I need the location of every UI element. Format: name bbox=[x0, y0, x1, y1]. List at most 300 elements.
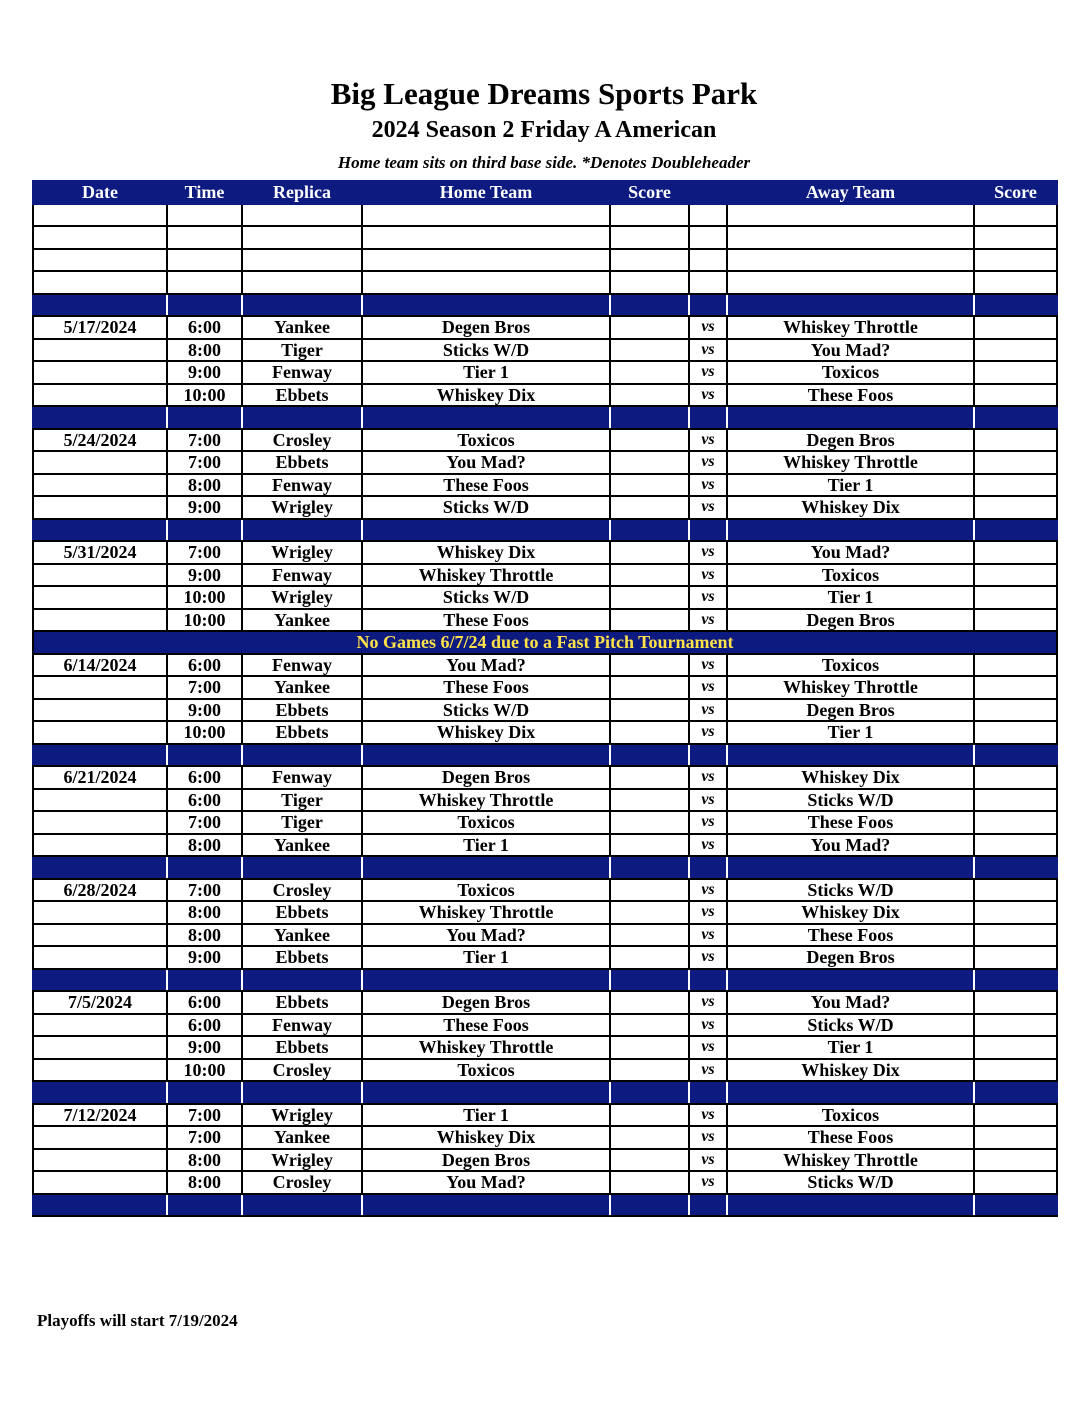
away-team-cell: Whiskey Dix bbox=[727, 766, 974, 789]
away-score-cell bbox=[974, 316, 1057, 339]
replica-cell: Yankee bbox=[242, 676, 362, 699]
time-cell: 9:00 bbox=[167, 699, 242, 722]
time-cell: 6:00 bbox=[167, 789, 242, 812]
replica-cell: Yankee bbox=[242, 924, 362, 947]
home-team-cell: Degen Bros bbox=[362, 316, 610, 339]
separator-cell bbox=[727, 519, 974, 542]
home-score-cell bbox=[610, 901, 689, 924]
home-team-cell: Degen Bros bbox=[362, 766, 610, 789]
date-cell bbox=[33, 901, 167, 924]
date-cell bbox=[33, 474, 167, 497]
vs-cell: vs bbox=[689, 384, 727, 407]
replica-cell: Fenway bbox=[242, 564, 362, 587]
separator-cell bbox=[610, 1081, 689, 1104]
game-row bbox=[33, 541, 1057, 564]
time-cell: 6:00 bbox=[167, 1014, 242, 1037]
replica-cell: Fenway bbox=[242, 654, 362, 677]
separator-cell bbox=[727, 294, 974, 317]
blank-row bbox=[33, 271, 1057, 294]
date-cell bbox=[33, 721, 167, 744]
separator-cell bbox=[689, 519, 727, 542]
game-row bbox=[33, 586, 1057, 609]
game-row bbox=[33, 811, 1057, 834]
separator-cell bbox=[242, 856, 362, 879]
playoffs-note: Playoffs will start 7/19/2024 bbox=[37, 1311, 238, 1330]
away-score-cell bbox=[974, 1171, 1057, 1194]
game-row bbox=[33, 991, 1057, 1014]
home-team-cell: Whiskey Throttle bbox=[362, 1036, 610, 1059]
away-score-cell bbox=[974, 924, 1057, 947]
time-cell: 9:00 bbox=[167, 564, 242, 587]
separator-cell bbox=[33, 1194, 167, 1217]
vs-cell: vs bbox=[689, 1104, 727, 1127]
replica-cell: Ebbets bbox=[242, 991, 362, 1014]
game-row bbox=[33, 1036, 1057, 1059]
header-away-team: Away Team bbox=[727, 181, 974, 204]
home-score-cell bbox=[610, 924, 689, 947]
away-score-cell bbox=[974, 496, 1057, 519]
away-score-cell bbox=[974, 789, 1057, 812]
separator-cell bbox=[167, 856, 242, 879]
home-team-cell: Tier 1 bbox=[362, 834, 610, 857]
away-score-cell bbox=[974, 1126, 1057, 1149]
time-cell: 9:00 bbox=[167, 946, 242, 969]
replica-cell bbox=[242, 249, 362, 272]
vs-cell: vs bbox=[689, 339, 727, 362]
separator-cell bbox=[167, 969, 242, 992]
date-cell bbox=[33, 789, 167, 812]
time-cell: 7:00 bbox=[167, 676, 242, 699]
replica-cell: Wrigley bbox=[242, 496, 362, 519]
replica-cell: Tiger bbox=[242, 789, 362, 812]
date-cell bbox=[33, 249, 167, 272]
game-row bbox=[33, 924, 1057, 947]
date-cell: 7/5/2024 bbox=[33, 991, 167, 1014]
replica-cell: Ebbets bbox=[242, 451, 362, 474]
replica-cell bbox=[242, 271, 362, 294]
home-score-cell bbox=[610, 991, 689, 1014]
away-team-cell: Toxicos bbox=[727, 654, 974, 677]
separator-cell bbox=[610, 969, 689, 992]
away-score-cell bbox=[974, 654, 1057, 677]
date-cell bbox=[33, 339, 167, 362]
away-team-cell: You Mad? bbox=[727, 991, 974, 1014]
separator-cell bbox=[974, 406, 1057, 429]
week-separator bbox=[33, 856, 1057, 879]
home-score-cell bbox=[610, 1149, 689, 1172]
away-team-cell: You Mad? bbox=[727, 339, 974, 362]
date-cell bbox=[33, 1014, 167, 1037]
notice-row bbox=[33, 631, 1057, 654]
home-score-cell bbox=[610, 1104, 689, 1127]
vs-cell: vs bbox=[689, 1171, 727, 1194]
separator-cell bbox=[33, 969, 167, 992]
replica-cell: Wrigley bbox=[242, 541, 362, 564]
replica-cell: Yankee bbox=[242, 609, 362, 632]
vs-cell: vs bbox=[689, 474, 727, 497]
separator-cell bbox=[242, 406, 362, 429]
away-score-cell bbox=[974, 991, 1057, 1014]
away-team-cell: Tier 1 bbox=[727, 1036, 974, 1059]
week-separator bbox=[33, 969, 1057, 992]
away-score-cell bbox=[974, 1104, 1057, 1127]
date-cell: 6/28/2024 bbox=[33, 879, 167, 902]
vs-cell: vs bbox=[689, 991, 727, 1014]
separator-cell bbox=[362, 1194, 610, 1217]
replica-cell: Ebbets bbox=[242, 384, 362, 407]
home-team-cell bbox=[362, 271, 610, 294]
separator-cell bbox=[242, 294, 362, 317]
vs-cell: vs bbox=[689, 541, 727, 564]
away-score-cell bbox=[974, 1036, 1057, 1059]
away-score-cell bbox=[974, 586, 1057, 609]
date-cell: 7/12/2024 bbox=[33, 1104, 167, 1127]
header-away-score: Score bbox=[974, 181, 1057, 204]
time-cell: 9:00 bbox=[167, 496, 242, 519]
date-cell bbox=[33, 204, 167, 227]
away-score-cell bbox=[974, 339, 1057, 362]
vs-cell bbox=[689, 249, 727, 272]
date-cell: 6/14/2024 bbox=[33, 654, 167, 677]
separator-cell bbox=[33, 856, 167, 879]
blank-row bbox=[33, 249, 1057, 272]
away-team-cell: Toxicos bbox=[727, 564, 974, 587]
time-cell: 7:00 bbox=[167, 451, 242, 474]
game-row bbox=[33, 339, 1057, 362]
away-team-cell: Sticks W/D bbox=[727, 1171, 974, 1194]
home-score-cell bbox=[610, 271, 689, 294]
separator-cell bbox=[362, 519, 610, 542]
game-row bbox=[33, 1059, 1057, 1082]
date-cell bbox=[33, 586, 167, 609]
home-score-cell bbox=[610, 1126, 689, 1149]
time-cell bbox=[167, 271, 242, 294]
away-score-cell bbox=[974, 834, 1057, 857]
away-team-cell: These Foos bbox=[727, 924, 974, 947]
replica-cell: Crosley bbox=[242, 1171, 362, 1194]
away-score-cell bbox=[974, 1059, 1057, 1082]
date-cell bbox=[33, 1036, 167, 1059]
date-cell bbox=[33, 1149, 167, 1172]
vs-cell bbox=[689, 204, 727, 227]
time-cell: 10:00 bbox=[167, 586, 242, 609]
away-team-cell bbox=[727, 204, 974, 227]
home-team-cell: Degen Bros bbox=[362, 991, 610, 1014]
separator-cell bbox=[689, 1081, 727, 1104]
home-score-cell bbox=[610, 1014, 689, 1037]
date-cell bbox=[33, 226, 167, 249]
away-team-cell: Sticks W/D bbox=[727, 1014, 974, 1037]
away-score-cell bbox=[974, 249, 1057, 272]
replica-cell: Ebbets bbox=[242, 721, 362, 744]
game-row bbox=[33, 496, 1057, 519]
away-team-cell: Whiskey Dix bbox=[727, 901, 974, 924]
home-team-cell: Degen Bros bbox=[362, 1149, 610, 1172]
home-score-cell bbox=[610, 496, 689, 519]
away-team-cell: Tier 1 bbox=[727, 474, 974, 497]
game-row bbox=[33, 879, 1057, 902]
home-team-cell: You Mad? bbox=[362, 924, 610, 947]
vs-cell: vs bbox=[689, 564, 727, 587]
separator-cell bbox=[242, 519, 362, 542]
week-separator bbox=[33, 1081, 1057, 1104]
home-team-cell: Toxicos bbox=[362, 811, 610, 834]
home-score-cell bbox=[610, 226, 689, 249]
vs-cell: vs bbox=[689, 946, 727, 969]
vs-cell: vs bbox=[689, 1036, 727, 1059]
separator-cell bbox=[362, 1081, 610, 1104]
away-score-cell bbox=[974, 271, 1057, 294]
game-row bbox=[33, 361, 1057, 384]
time-cell: 7:00 bbox=[167, 1126, 242, 1149]
header-time: Time bbox=[167, 181, 242, 204]
vs-cell bbox=[689, 271, 727, 294]
vs-cell: vs bbox=[689, 361, 727, 384]
game-row bbox=[33, 1104, 1057, 1127]
week-separator bbox=[33, 519, 1057, 542]
date-cell: 5/24/2024 bbox=[33, 429, 167, 452]
home-team-cell: Whiskey Dix bbox=[362, 541, 610, 564]
date-cell bbox=[33, 946, 167, 969]
time-cell: 8:00 bbox=[167, 339, 242, 362]
date-cell bbox=[33, 564, 167, 587]
replica-cell bbox=[242, 204, 362, 227]
vs-cell: vs bbox=[689, 924, 727, 947]
separator-cell bbox=[727, 969, 974, 992]
separator-cell bbox=[362, 969, 610, 992]
home-team-cell: These Foos bbox=[362, 609, 610, 632]
away-score-cell bbox=[974, 451, 1057, 474]
date-cell: 5/17/2024 bbox=[33, 316, 167, 339]
time-cell: 9:00 bbox=[167, 361, 242, 384]
separator-cell bbox=[242, 969, 362, 992]
home-team-cell: Whiskey Dix bbox=[362, 721, 610, 744]
replica-cell bbox=[242, 226, 362, 249]
separator-cell bbox=[33, 1081, 167, 1104]
replica-cell: Fenway bbox=[242, 474, 362, 497]
week-separator bbox=[33, 1194, 1057, 1217]
game-row bbox=[33, 834, 1057, 857]
separator-cell bbox=[974, 1081, 1057, 1104]
home-team-cell: These Foos bbox=[362, 676, 610, 699]
home-team-cell: Whiskey Throttle bbox=[362, 564, 610, 587]
away-team-cell: Tier 1 bbox=[727, 586, 974, 609]
blank-row bbox=[33, 204, 1057, 227]
away-team-cell: You Mad? bbox=[727, 541, 974, 564]
home-score-cell bbox=[610, 789, 689, 812]
away-score-cell bbox=[974, 564, 1057, 587]
date-cell bbox=[33, 676, 167, 699]
date-cell bbox=[33, 1171, 167, 1194]
home-team-cell bbox=[362, 204, 610, 227]
home-score-cell bbox=[610, 249, 689, 272]
time-cell bbox=[167, 204, 242, 227]
home-score-cell bbox=[610, 879, 689, 902]
home-score-cell bbox=[610, 1036, 689, 1059]
vs-cell: vs bbox=[689, 789, 727, 812]
game-row bbox=[33, 789, 1057, 812]
separator-cell bbox=[242, 1194, 362, 1217]
time-cell: 8:00 bbox=[167, 1171, 242, 1194]
home-team-cell: Toxicos bbox=[362, 1059, 610, 1082]
vs-cell: vs bbox=[689, 901, 727, 924]
time-cell bbox=[167, 249, 242, 272]
page-subtitle: 2024 Season 2 Friday A American bbox=[371, 117, 717, 143]
vs-cell: vs bbox=[689, 1126, 727, 1149]
replica-cell: Wrigley bbox=[242, 586, 362, 609]
away-team-cell: Toxicos bbox=[727, 1104, 974, 1127]
home-score-cell bbox=[610, 384, 689, 407]
home-team-cell: Toxicos bbox=[362, 879, 610, 902]
away-team-cell: Sticks W/D bbox=[727, 789, 974, 812]
home-score-cell bbox=[610, 564, 689, 587]
away-score-cell bbox=[974, 609, 1057, 632]
home-score-cell bbox=[610, 586, 689, 609]
home-score-cell bbox=[610, 721, 689, 744]
week-separator bbox=[33, 744, 1057, 767]
replica-cell: Crosley bbox=[242, 1059, 362, 1082]
date-cell: 5/31/2024 bbox=[33, 541, 167, 564]
separator-cell bbox=[727, 406, 974, 429]
time-cell: 8:00 bbox=[167, 474, 242, 497]
time-cell: 7:00 bbox=[167, 429, 242, 452]
separator-cell bbox=[974, 856, 1057, 879]
date-cell bbox=[33, 834, 167, 857]
replica-cell: Wrigley bbox=[242, 1104, 362, 1127]
game-row bbox=[33, 1014, 1057, 1037]
home-team-cell: These Foos bbox=[362, 474, 610, 497]
time-cell bbox=[167, 226, 242, 249]
away-score-cell bbox=[974, 474, 1057, 497]
time-cell: 10:00 bbox=[167, 721, 242, 744]
week-separator bbox=[33, 294, 1057, 317]
home-team-cell: Sticks W/D bbox=[362, 586, 610, 609]
replica-cell: Crosley bbox=[242, 429, 362, 452]
away-team-cell: Whiskey Throttle bbox=[727, 676, 974, 699]
separator-cell bbox=[974, 744, 1057, 767]
separator-cell bbox=[610, 856, 689, 879]
home-team-cell: Whiskey Dix bbox=[362, 1126, 610, 1149]
game-row bbox=[33, 1171, 1057, 1194]
away-score-cell bbox=[974, 721, 1057, 744]
away-team-cell: These Foos bbox=[727, 1126, 974, 1149]
time-cell: 10:00 bbox=[167, 609, 242, 632]
home-score-cell bbox=[610, 1171, 689, 1194]
away-team-cell: Degen Bros bbox=[727, 429, 974, 452]
date-cell bbox=[33, 699, 167, 722]
away-score-cell bbox=[974, 879, 1057, 902]
header-row bbox=[33, 181, 1057, 204]
replica-cell: Ebbets bbox=[242, 699, 362, 722]
separator-cell bbox=[362, 406, 610, 429]
away-team-cell: Whiskey Throttle bbox=[727, 1149, 974, 1172]
vs-cell: vs bbox=[689, 586, 727, 609]
separator-cell bbox=[610, 294, 689, 317]
date-cell bbox=[33, 384, 167, 407]
separator-cell bbox=[610, 406, 689, 429]
away-score-cell bbox=[974, 1149, 1057, 1172]
replica-cell: Ebbets bbox=[242, 901, 362, 924]
no-games-notice: No Games 6/7/24 due to a Fast Pitch Tournament bbox=[33, 631, 1057, 654]
time-cell: 8:00 bbox=[167, 924, 242, 947]
away-score-cell bbox=[974, 541, 1057, 564]
header-home-team: Home Team bbox=[362, 181, 610, 204]
separator-cell bbox=[689, 969, 727, 992]
separator-cell bbox=[727, 1081, 974, 1104]
away-team-cell: Degen Bros bbox=[727, 946, 974, 969]
home-score-cell bbox=[610, 676, 689, 699]
time-cell: 6:00 bbox=[167, 991, 242, 1014]
date-cell bbox=[33, 496, 167, 519]
away-score-cell bbox=[974, 361, 1057, 384]
home-score-cell bbox=[610, 834, 689, 857]
game-row bbox=[33, 946, 1057, 969]
separator-cell bbox=[689, 406, 727, 429]
away-team-cell: These Foos bbox=[727, 384, 974, 407]
away-team-cell: Degen Bros bbox=[727, 699, 974, 722]
header-date: Date bbox=[33, 181, 167, 204]
away-score-cell bbox=[974, 699, 1057, 722]
blank-row bbox=[33, 226, 1057, 249]
time-cell: 10:00 bbox=[167, 1059, 242, 1082]
home-team-cell: Tier 1 bbox=[362, 361, 610, 384]
home-score-cell bbox=[610, 766, 689, 789]
home-score-cell bbox=[610, 699, 689, 722]
separator-cell bbox=[362, 856, 610, 879]
date-cell bbox=[33, 451, 167, 474]
away-team-cell bbox=[727, 249, 974, 272]
page-title: Big League Dreams Sports Park bbox=[330, 76, 758, 111]
home-team-cell: Tier 1 bbox=[362, 1104, 610, 1127]
away-team-cell: Whiskey Dix bbox=[727, 1059, 974, 1082]
separator-cell bbox=[167, 406, 242, 429]
replica-cell: Wrigley bbox=[242, 1149, 362, 1172]
game-row bbox=[33, 474, 1057, 497]
home-team-cell: Sticks W/D bbox=[362, 699, 610, 722]
time-cell: 9:00 bbox=[167, 1036, 242, 1059]
home-score-cell bbox=[610, 339, 689, 362]
time-cell: 7:00 bbox=[167, 1104, 242, 1127]
home-score-cell bbox=[610, 429, 689, 452]
vs-cell: vs bbox=[689, 699, 727, 722]
replica-cell: Ebbets bbox=[242, 946, 362, 969]
home-score-cell bbox=[610, 609, 689, 632]
away-team-cell bbox=[727, 226, 974, 249]
time-cell: 8:00 bbox=[167, 834, 242, 857]
separator-cell bbox=[689, 856, 727, 879]
separator-cell bbox=[167, 519, 242, 542]
away-score-cell bbox=[974, 766, 1057, 789]
game-row bbox=[33, 901, 1057, 924]
game-row bbox=[33, 564, 1057, 587]
separator-cell bbox=[974, 294, 1057, 317]
separator-cell bbox=[727, 744, 974, 767]
replica-cell: Tiger bbox=[242, 811, 362, 834]
date-cell bbox=[33, 924, 167, 947]
away-team-cell: Whiskey Throttle bbox=[727, 316, 974, 339]
separator-cell bbox=[689, 294, 727, 317]
date-cell bbox=[33, 609, 167, 632]
schedule-table bbox=[32, 180, 1058, 1217]
away-team-cell: These Foos bbox=[727, 811, 974, 834]
game-row bbox=[33, 766, 1057, 789]
game-row bbox=[33, 654, 1057, 677]
away-team-cell: Toxicos bbox=[727, 361, 974, 384]
replica-cell: Yankee bbox=[242, 316, 362, 339]
replica-cell: Yankee bbox=[242, 1126, 362, 1149]
separator-cell bbox=[167, 1194, 242, 1217]
away-score-cell bbox=[974, 901, 1057, 924]
